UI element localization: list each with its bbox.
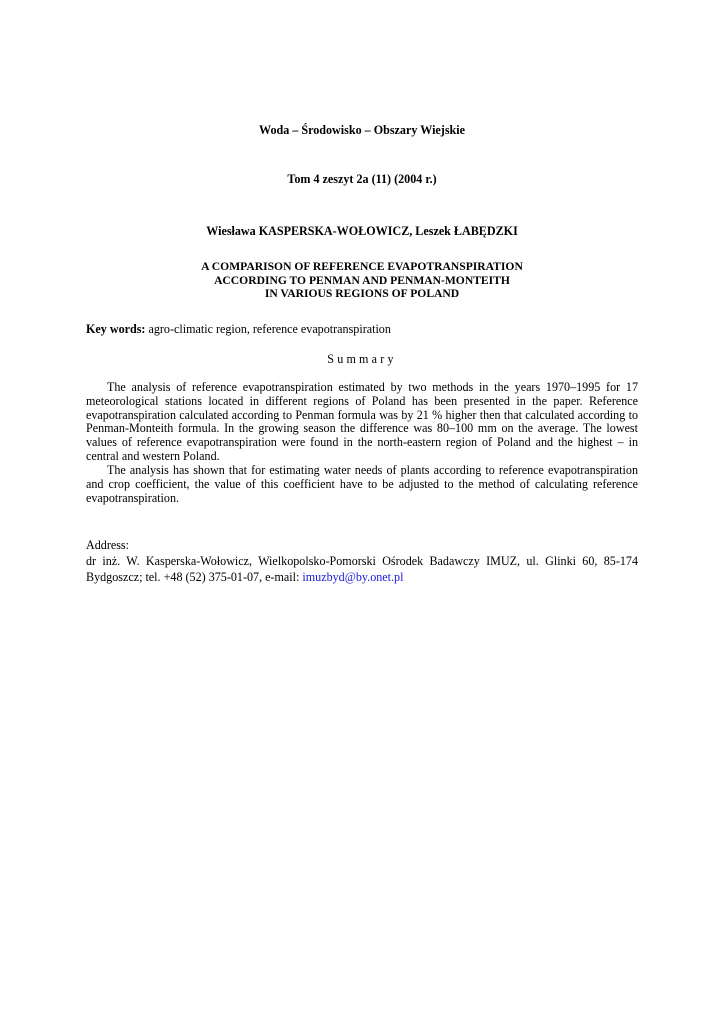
keywords <box>86 322 391 337</box>
email-link[interactable]: imuzbyd@by.onet.pl <box>302 569 404 584</box>
journal-name: Woda – Środowisko – Obszary Wiejskie <box>259 123 465 137</box>
paper-title <box>0 260 724 301</box>
title-line: IN VARIOUS REGIONS OF POLAND <box>264 287 460 301</box>
address-label: Address: <box>86 538 129 552</box>
address-body: dr inż. W. Kasperska-Wołowicz, Wielkopolsko-Pomorski Ośrodek Badawczy IMUZ, ul. Glinki 60, 85-174 Bydgoszcz; tel. +48 (52) 375-01-07, e-mail: <box>86 554 638 584</box>
keywords-label: Key words: <box>86 322 146 336</box>
volume-info: Tom 4 zeszyt 2a (11) (2004 r.) <box>287 172 437 186</box>
summary-heading: Summary <box>327 352 397 366</box>
keywords-text: agro-climatic region, reference evapotranspiration <box>145 322 391 336</box>
summary-paragraph: The analysis of reference evapotranspiration estimated by two methods in the years 1970–1995 for 17 meteorological stations located in different regions of Poland has been presented in the paper. Reference evapotranspiration calculated according to Penman formula was by 21 % higher then that calculated according to Penman-Monteith formula. In the growing season the difference was 80–100 mm on the average. The lowest values of reference evapotranspiration were found in the north-eastern region of Poland and the highest – in central and western Poland. <box>86 380 638 463</box>
summary-paragraph: The analysis has shown that for estimating water needs of plants according to reference evapotranspiration and crop coefficient, the value of this coefficient have to be adjusted to the method of calculating reference evapotranspiration. <box>86 463 638 505</box>
title-line: ACCORDING TO PENMAN AND PENMAN-MONTEITH <box>214 273 510 287</box>
title-line: A COMPARISON OF REFERENCE EVAPOTRANSPIRATION <box>201 260 523 273</box>
address-text <box>86 554 638 585</box>
authors: Wiesława KASPERSKA-WOŁOWICZ, Leszek ŁABĘDZKI <box>206 224 518 238</box>
